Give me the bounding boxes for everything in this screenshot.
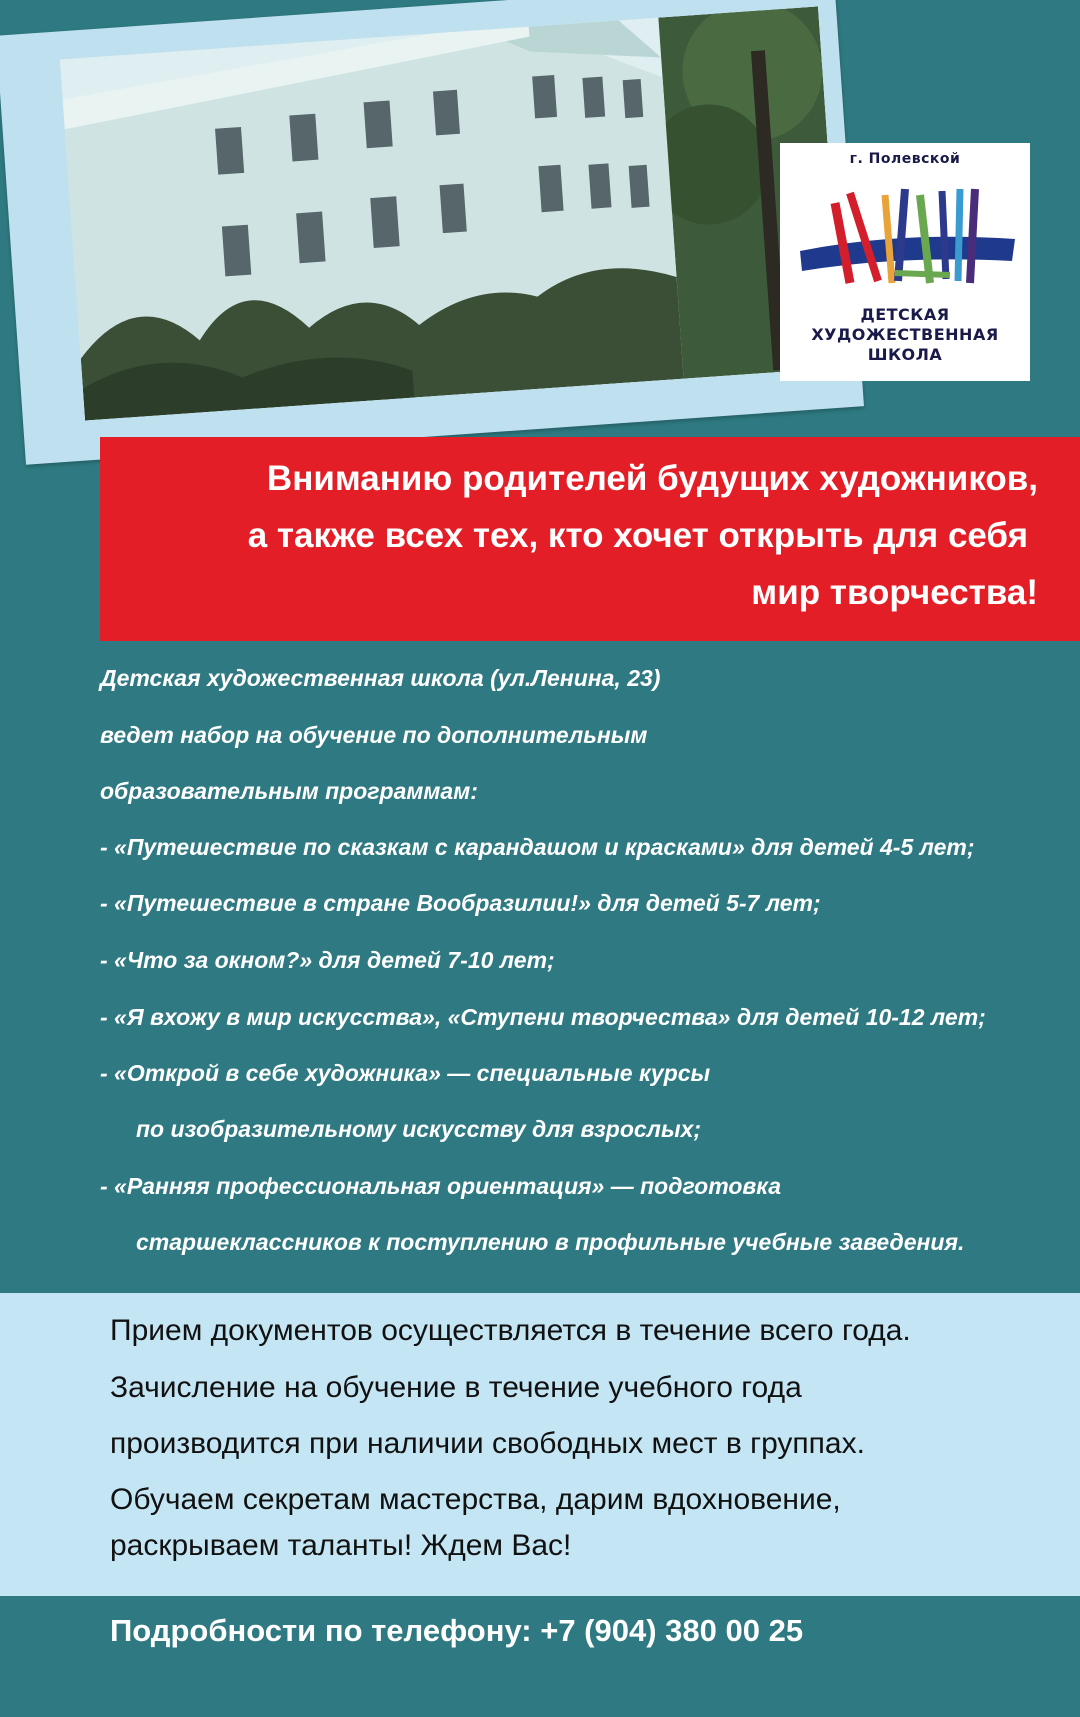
program-item: - «Ранняя профессиональная ориентация» — подготовка	[100, 1173, 782, 1199]
info-line: раскрываем таланты! Ждем Вас!	[110, 1529, 572, 1562]
logo-name-line: ХУДОЖЕСТВЕННАЯ	[811, 325, 999, 344]
headline-banner	[100, 437, 1080, 641]
programs-line: Детская художественная школа (ул.Ленина, 23)	[100, 665, 661, 691]
school-building-illustration	[60, 6, 843, 420]
headline-line: Вниманию родителей будущих художников,	[266, 459, 1038, 498]
school-photo-frame	[0, 0, 864, 465]
programs-line: ведет набор на обучение по дополнительным	[100, 722, 648, 748]
logo-name-line: ДЕТСКАЯ	[860, 305, 950, 324]
program-item: - «Путешествие в стране Вообразилии!» для детей 5-7 лет;	[100, 890, 821, 916]
school-logo	[780, 143, 1030, 381]
logo-city: г. Полевской	[849, 151, 961, 167]
program-item-continuation: старшеклассников к поступлению в профильные учебные заведения.	[136, 1229, 965, 1255]
programs-line: образовательным программам:	[100, 778, 478, 804]
contact-phone: Подробности по телефону: +7 (904) 380 00 25	[110, 1613, 804, 1648]
school-building-photo	[60, 6, 843, 420]
program-item: - «Что за окном?» для детей 7-10 лет;	[100, 947, 555, 973]
info-line: Зачисление на обучение в течение учебного года	[110, 1371, 802, 1404]
info-line: Обучаем секретам мастерства, дарим вдохновение,	[110, 1483, 841, 1516]
info-line: Прием документов осуществляется в течение всего года.	[110, 1314, 911, 1347]
program-item: - «Путешествие по сказкам с карандашом и красками» для детей 4-5 лет;	[100, 834, 975, 860]
info-line: производится при наличии свободных мест в группах.	[110, 1427, 865, 1460]
program-item: - «Я вхожу в мир искусства», «Ступени творчества» для детей 10-12 лет;	[100, 1004, 986, 1030]
logo-school-name	[780, 305, 1030, 365]
admission-info-panel	[0, 1293, 1080, 1596]
program-item: - «Открой в себе художника» — специальные курсы	[100, 1060, 711, 1086]
headline-line: мир творчества!	[751, 573, 1038, 612]
logo-name-line: ШКОЛА	[867, 345, 943, 364]
program-item-continuation: по изобразительному искусству для взрослых;	[136, 1116, 702, 1142]
headline-line: а также всех тех, кто хочет открыть для себя	[247, 516, 1028, 555]
